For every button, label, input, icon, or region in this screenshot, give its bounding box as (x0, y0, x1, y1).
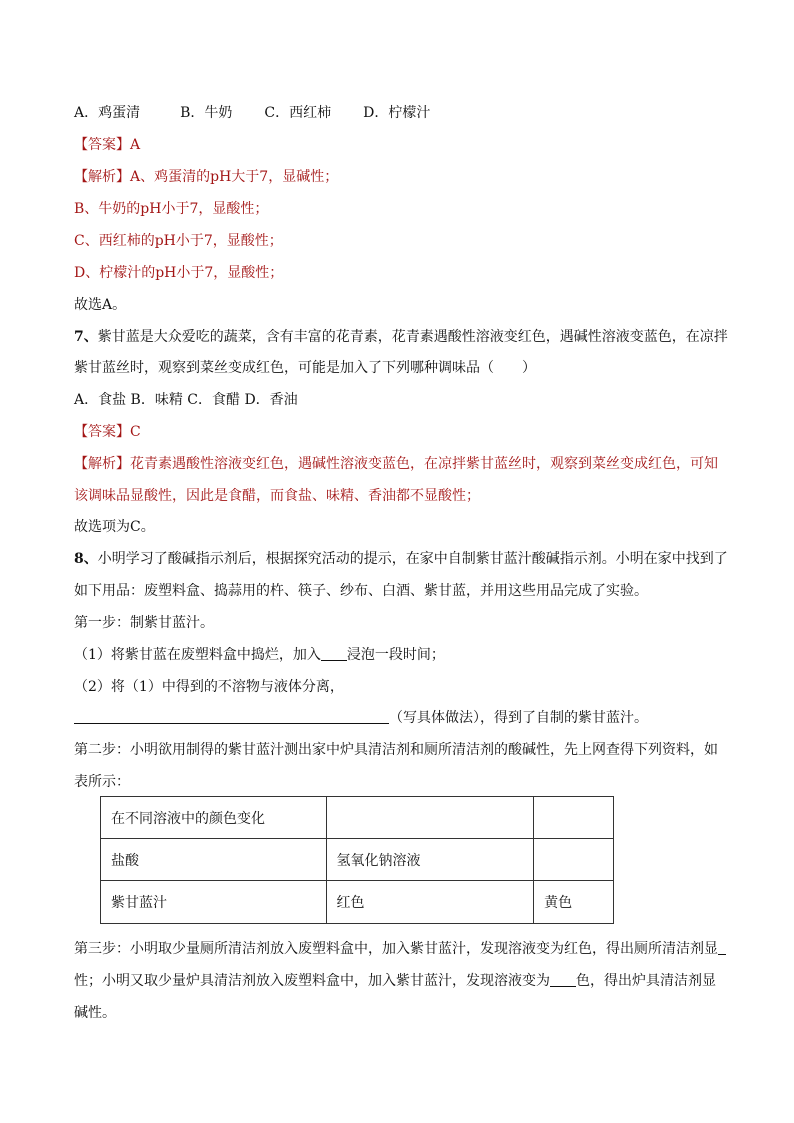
table-cell: 氢氧化钠溶液 (326, 839, 534, 881)
q6-option-d: D．柠檬汁 (363, 105, 431, 121)
table-cell: 盐酸 (101, 839, 327, 881)
answer-blank[interactable] (321, 646, 347, 661)
question-number: 8、 (74, 551, 98, 567)
table-row (101, 839, 614, 881)
table-cell: 黄色 (534, 881, 614, 924)
answer-label: 【答案】 (74, 137, 130, 153)
q7-analysis-line-1: 【解析】花青素遇酸性溶液变红色，遇碱性溶液变蓝色，在凉拌紫甘蓝丝时，观察到菜丝变成红色，可知 (74, 456, 718, 472)
q7-conclusion: 故选项为C。 (74, 519, 155, 535)
table-cell: 紫甘蓝汁 (101, 881, 327, 924)
table-cell (534, 839, 614, 881)
q6-analysis-line-3: C、西红柿的pH小于7，显酸性； (74, 233, 283, 249)
q8-step-3-line-2: 性；小明又取少量炉具清洁剂放入废塑料盒中，加入紫甘蓝汁，发现溶液变为 色，得出炉具清洁剂显 (74, 973, 716, 989)
analysis-label: 【解析】 (74, 169, 130, 185)
q6-option-b: B．牛奶 (180, 105, 233, 121)
q8-sub-question-1: （1）将紫甘蓝在废塑料盒中捣烂，加入 浸泡一段时间； (74, 647, 445, 663)
q6-option-c: C．西红柿 (264, 105, 332, 121)
question-number: 7、 (74, 329, 98, 345)
analysis-label: 【解析】 (74, 456, 130, 472)
q7-stem-line-1: 7、紫甘蓝是大众爱吃的蔬菜，含有丰富的花青素，花青素遇酸性溶液变红色，遇碱性溶液变蓝色，在凉拌 (74, 329, 728, 345)
table-row (101, 881, 614, 924)
q6-conclusion: 故选A。 (74, 297, 127, 313)
q6-analysis-line-4: D、柠檬汁的pH小于7，显酸性； (74, 265, 284, 281)
q6-answer (74, 136, 140, 154)
q7-analysis-line-2: 该调味品显酸性，因此是食醋，而食盐、味精、香油都不显酸性； (74, 488, 480, 504)
q8-sub-question-2: （2）将（1）中得到的不溶物与液体分离， (74, 679, 344, 695)
q6-options (74, 104, 430, 122)
q6-analysis-line-2: B、牛奶的pH小于7，显酸性； (74, 201, 269, 217)
table-cell (326, 797, 534, 839)
q8-step-2-line-2: 表所示： (74, 774, 130, 790)
q7-options: A．食盐 B．味精 C．食醋 D．香油 (74, 392, 298, 408)
q8-stem-line-2: 如下用品：废塑料盒、捣蒜用的杵、筷子、纱布、白酒、紫甘蓝，并用这些用品完成了实验。 (74, 583, 648, 599)
answer-blank[interactable] (74, 709, 389, 724)
color-change-table (100, 796, 614, 924)
answer-label: 【答案】 (74, 424, 130, 440)
q7-stem-line-2: 紫甘蓝丝时，观察到菜丝变成红色，可能是加入了下列哪种调味品（ ） (74, 360, 536, 376)
q8-step-3-line-1: 第三步：小明取少量厕所清洁剂放入废塑料盒中，加入紫甘蓝汁，发现溶液变为红色，得出厕所清洁剂显 (74, 940, 726, 958)
table-cell: 红色 (326, 881, 534, 924)
answer-blank[interactable] (718, 940, 726, 955)
answer-value: C (130, 424, 141, 440)
q6-option-a: A．鸡蛋清 (74, 105, 141, 121)
q8-step-1: 第一步：制紫甘蓝汁。 (74, 615, 214, 631)
q6-analysis-line-1: 【解析】A、鸡蛋清的pH大于7，显碱性； (74, 169, 339, 185)
q8-step-3-line-3: 碱性。 (74, 1005, 116, 1021)
table-cell (534, 797, 614, 839)
answer-blank[interactable] (550, 972, 576, 987)
answer-value: A (130, 137, 141, 153)
q8-sub-question-2-cont: （写具体做法），得到了自制的紫甘蓝汁。 (74, 709, 648, 727)
table-row (101, 797, 614, 839)
q8-step-2-line-1: 第二步：小明欲用制得的紫甘蓝汁测出家中炉具清洁剂和厕所清洁剂的酸碱性，先上网查得下列资料，如 (74, 742, 718, 758)
table-cell: 在不同溶液中的颜色变化 (101, 797, 327, 839)
q8-stem-line-1: 8、小明学习了酸碱指示剂后，根据探究活动的提示，在家中自制紫甘蓝汁酸碱指示剂。小明在家中找到了 (74, 551, 728, 567)
q7-answer (74, 423, 141, 441)
